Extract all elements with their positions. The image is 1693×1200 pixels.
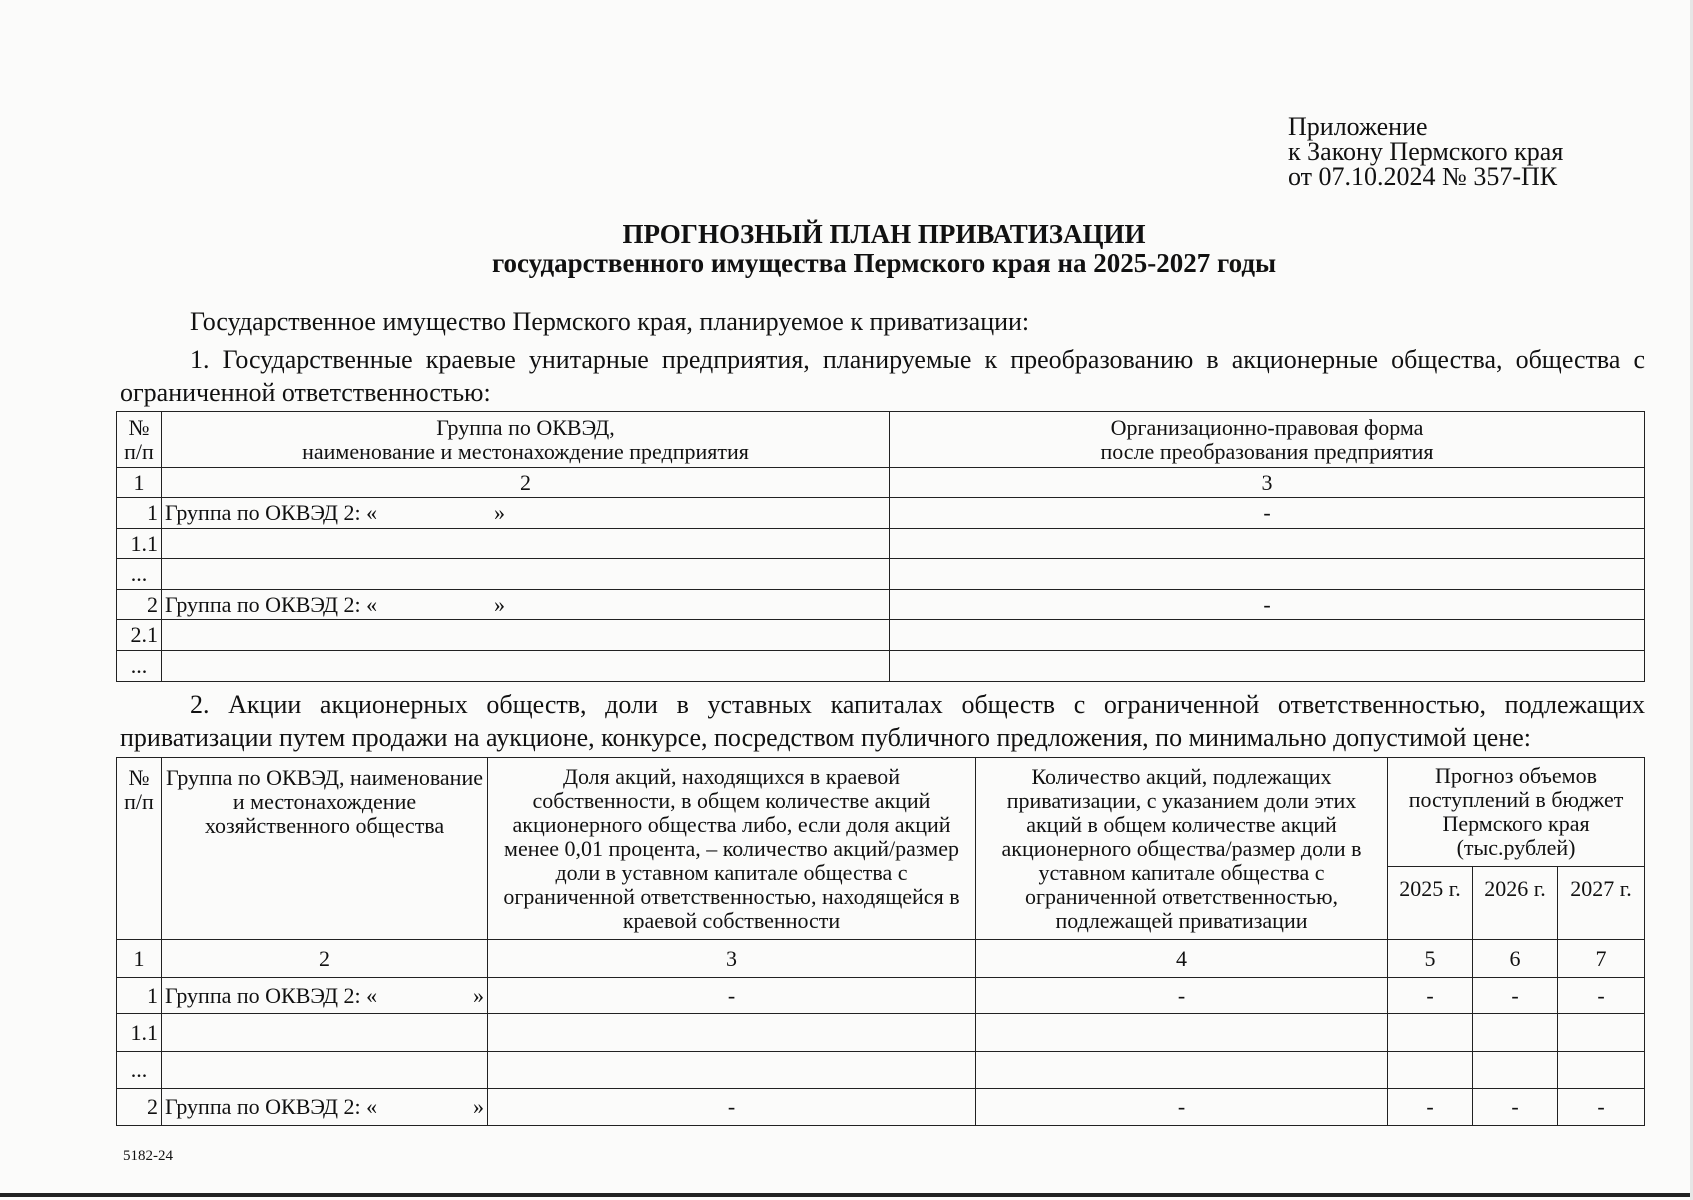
row-num: 1.1 — [117, 1014, 162, 1052]
row-count — [976, 1014, 1388, 1052]
row-num: ... — [117, 1052, 162, 1089]
header-form-line-2: после преобразования предприятия — [1100, 438, 1434, 464]
table-row — [117, 590, 1645, 620]
row-name — [162, 559, 890, 590]
header-num: № п/п — [117, 412, 162, 468]
row-2025 — [1388, 1014, 1473, 1052]
row-2027 — [1558, 1052, 1645, 1089]
row-share: - — [488, 978, 976, 1014]
row-form — [890, 529, 1645, 559]
row-form: - — [890, 498, 1645, 529]
table-row — [117, 559, 1645, 590]
row-name — [162, 1014, 488, 1052]
row-form — [890, 620, 1645, 651]
header-group-line-1: Группа по ОКВЭД, — [436, 414, 615, 440]
header-share: Доля акций, находящихся в краевой собственности, в общем количестве акций акционерного общества либо, если доля акций менее 0,01 процента, – количество акций/размер доли в уставном капитале общества с ограниченной ответственностью, находящейся в краевой собственности — [488, 758, 976, 940]
colnum-3: 3 — [890, 468, 1645, 498]
row-2026: - — [1473, 1089, 1558, 1126]
colnum-3: 3 — [488, 940, 976, 978]
header-group: Группа по ОКВЭД, наименование и местонахождение хозяйственного общества — [162, 758, 488, 940]
row-num: 2 — [117, 1089, 162, 1126]
row-name-prefix: Группа по ОКВЭД 2: « — [165, 1094, 378, 1119]
document-code: 5182-24 — [123, 1148, 173, 1164]
colnum-6: 6 — [1473, 940, 1558, 978]
row-name-prefix: Группа по ОКВЭД 2: « — [165, 591, 378, 617]
table-row — [117, 529, 1645, 559]
table-2-header-row — [117, 758, 1645, 867]
colnum-4: 4 — [976, 940, 1388, 978]
row-count — [976, 1052, 1388, 1089]
appendix-line-2: к Закону Пермского края — [1288, 137, 1564, 166]
colnum-2: 2 — [162, 940, 488, 978]
intro-paragraph: Государственное имущество Пермского края, планируемое к приватизации: — [190, 307, 1030, 336]
table-row — [117, 1052, 1645, 1089]
colnum-5: 5 — [1388, 940, 1473, 978]
document-title — [0, 220, 1693, 278]
row-2025 — [1388, 1052, 1473, 1089]
table-shares — [116, 757, 1645, 1126]
row-2026: - — [1473, 978, 1558, 1014]
appendix-note — [1288, 114, 1563, 189]
row-name — [162, 529, 890, 559]
row-name — [162, 978, 488, 1014]
header-form-line-1: Организационно-правовая форма — [1110, 414, 1424, 440]
row-share: - — [488, 1089, 976, 1126]
row-num: ... — [117, 559, 162, 590]
row-2026 — [1473, 1014, 1558, 1052]
row-num: 1 — [117, 978, 162, 1014]
table-1-colnum-row — [117, 468, 1645, 498]
header-form — [890, 412, 1645, 468]
table-1-header-row — [117, 412, 1645, 468]
row-num: ... — [117, 651, 162, 682]
colnum-1: 1 — [117, 940, 162, 978]
appendix-line-3: от 07.10.2024 № 357-ПК — [1288, 162, 1558, 191]
row-name — [162, 498, 890, 529]
row-share — [488, 1052, 976, 1089]
header-group-line-2: наименование и местонахождение предприятия — [302, 438, 749, 464]
table-row — [117, 651, 1645, 682]
colnum-7: 7 — [1558, 940, 1645, 978]
row-name-suffix: » — [473, 982, 484, 1008]
row-share — [488, 1014, 976, 1052]
row-2027 — [1558, 1014, 1645, 1052]
row-2025: - — [1388, 978, 1473, 1014]
row-num: 2.1 — [117, 620, 162, 651]
row-name — [162, 1052, 488, 1089]
row-2025: - — [1388, 1089, 1473, 1126]
row-name-suffix: » — [494, 500, 505, 525]
row-name-prefix: Группа по ОКВЭД 2: « — [165, 982, 378, 1008]
row-name-suffix: » — [473, 1094, 484, 1119]
title-line-1: ПРОГНОЗНЫЙ ПЛАН ПРИВАТИЗАЦИИ — [622, 219, 1146, 249]
header-year-2026: 2026 г. — [1473, 867, 1558, 940]
row-name-suffix: » — [494, 591, 505, 617]
row-name — [162, 651, 890, 682]
row-num: 1.1 — [117, 529, 162, 559]
title-line-2: государственного имущества Пермского края на 2025-2027 годы — [491, 248, 1277, 278]
table-2-colnum-row — [117, 940, 1645, 978]
appendix-line-1: Приложение — [1288, 112, 1428, 141]
header-count: Количество акций, подлежащих приватизации, с указанием доли этих акций в общем количестве акций акционерного общества/размер доли в уставном капитале общества с ограниченной ответственностью, подлежащей приватизации — [976, 758, 1388, 940]
section-2-text: 2. Акции акционерных обществ, доли в уставных капиталах обществ с ограниченной ответственностью, подлежащих приватизации путем продажи на аукционе, конкурсе, посредством публичного предложения, по минимально допустимой цене: — [120, 690, 1645, 752]
section-1-text: 1. Государственные краевые унитарные предприятия, планируемые к преобразованию в акционерные общества, общества с ограниченной ответственностью: — [120, 345, 1645, 407]
row-name — [162, 620, 890, 651]
row-count: - — [976, 1089, 1388, 1126]
table-row — [117, 498, 1645, 529]
table-enterprises — [116, 411, 1645, 682]
header-year-2027: 2027 г. — [1558, 867, 1645, 940]
scan-bottom-edge — [0, 1193, 1693, 1197]
table-row — [117, 620, 1645, 651]
row-name-prefix: Группа по ОКВЭД 2: « — [165, 500, 378, 525]
header-forecast: Прогноз объемов поступлений в бюджет Пермского края (тыс.рублей) — [1388, 758, 1645, 867]
colnum-1: 1 — [117, 468, 162, 498]
header-group — [162, 412, 890, 468]
row-name — [162, 590, 890, 620]
row-2027: - — [1558, 978, 1645, 1014]
row-form: - — [890, 590, 1645, 620]
row-num: 2 — [117, 590, 162, 620]
row-2026 — [1473, 1052, 1558, 1089]
table-row — [117, 1089, 1645, 1126]
header-year-2025: 2025 г. — [1388, 867, 1473, 940]
row-num: 1 — [117, 498, 162, 529]
header-num: № п/п — [117, 758, 162, 940]
table-row — [117, 1014, 1645, 1052]
colnum-2: 2 — [162, 468, 890, 498]
row-count: - — [976, 978, 1388, 1014]
table-row — [117, 978, 1645, 1014]
row-name — [162, 1089, 488, 1126]
row-2027: - — [1558, 1089, 1645, 1126]
row-form — [890, 559, 1645, 590]
row-form — [890, 651, 1645, 682]
